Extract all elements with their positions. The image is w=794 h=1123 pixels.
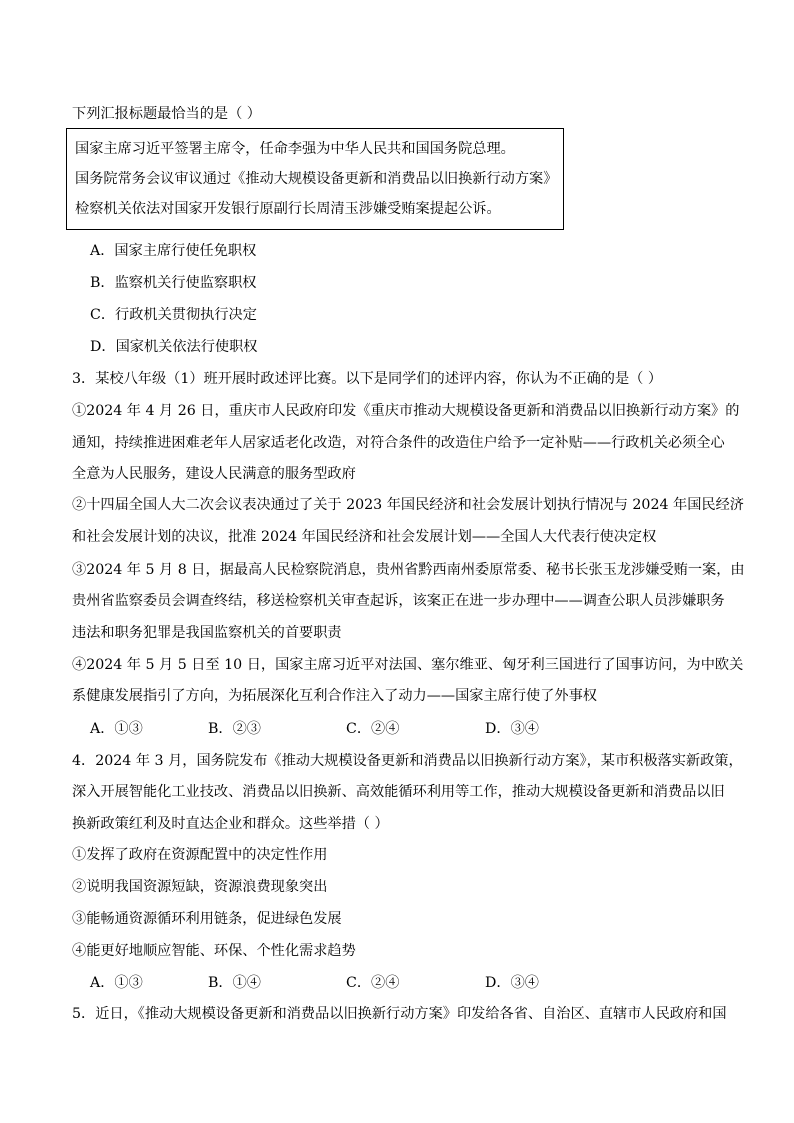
q3-choice-c: C．②④	[346, 721, 400, 737]
q3-text-line: 违法和职务犯罪是我国监察机关的首要职责	[72, 625, 342, 641]
q3-text-line: 系健康发展指引了方向，为拓展深化互利合作注入了动力——国家主席行使了外事权	[72, 688, 597, 704]
q2-option-c: C．行政机关贯彻执行决定	[90, 307, 257, 323]
q4-choice-b: B．①④	[208, 975, 261, 991]
q2-material-line-3: 检察机关依法对国家开发银行原副行长周清玉涉嫌受贿案提起公诉。	[75, 201, 501, 217]
q3-choice-a: A．①③	[90, 721, 143, 737]
q4-choice-a: A．①③	[90, 975, 143, 991]
q2-stem: 下列汇报标题最恰当的是（ ）	[72, 106, 261, 122]
q4-choice-d: D．③④	[485, 975, 539, 991]
q3-text-line: ④2024 年 5 月 5 日至 10 日，国家主席习近平对法国、塞尔维亚、匈牙利三国进行了国事访问，为中欧关	[72, 657, 744, 673]
q4-choice-c: C．②④	[346, 975, 400, 991]
q3-text-line: 全意为人民服务，建设人民满意的服务型政府	[72, 466, 356, 482]
q4-statement-4: ④能更好地顺应智能、环保、个性化需求趋势	[72, 943, 356, 959]
q2-option-d: D．国家机关依法行使职权	[90, 339, 258, 355]
q3-text-line: 通知，持续推进困难老年人居家适老化改造，对符合条件的改造住户给予一定补贴——行政机关必须全心	[72, 435, 725, 451]
q4-statement-3: ③能畅通资源循环利用链条，促进绿色发展	[72, 911, 342, 927]
q4-text-line: 换新政策红利及时直达企业和群众。这些举措（ ）	[72, 816, 389, 832]
q4-statement-2: ②说明我国资源短缺，资源浪费现象突出	[72, 879, 328, 895]
q3-text-line: ①2024 年 4 月 26 日，重庆市人民政府印发《重庆市推动大规模设备更新和消费品以旧换新行动方案》的	[72, 403, 740, 419]
q3-text-line: ③2024 年 5 月 8 日，据最高人民检察院消息，贵州省黔西南州委原常委、秘书长张玉龙涉嫌受贿一案，由	[72, 562, 745, 578]
q2-material-line-1: 国家主席习近平签署主席令，任命李强为中华人民共和国国务院总理。	[75, 141, 515, 157]
q2-material-box	[66, 128, 564, 230]
q3-text-line: 和社会发展计划的决议，批准 2024 年国民经济和社会发展计划——全国人大代表行使决定权	[72, 529, 657, 545]
q4-stem: 4．2024 年 3 月，国务院发布《推动大规模设备更新和消费品以旧换新行动方案》，某市积极落实新政策，	[72, 753, 743, 769]
q5-stem: 5．近日，《推动大规模设备更新和消费品以旧换新行动方案》印发给各省、自治区、直辖市人民政府和国	[72, 1006, 727, 1022]
q2-option-a: A．国家主席行使任免职权	[90, 243, 257, 259]
q3-choice-b: B．②③	[208, 721, 261, 737]
q3-text-line: ②十四届全国人大二次会议表决通过了关于 2023 年国民经济和社会发展计划执行情况与 2024 年国民经济	[72, 497, 744, 513]
q3-choice-d: D．③④	[485, 721, 539, 737]
q4-text-line: 深入开展智能化工业技改、消费品以旧换新、高效能循环利用等工作，推动大规模设备更新和消费品以旧	[72, 784, 725, 800]
q2-material-line-2: 国务院常务会议审议通过《推动大规模设备更新和消费品以旧换新行动方案》	[75, 171, 558, 187]
q2-option-b: B．监察机关行使监察职权	[90, 275, 257, 291]
q4-statement-1: ①发挥了政府在资源配置中的决定性作用	[72, 847, 328, 863]
q3-text-line: 贵州省监察委员会调查终结，移送检察机关审查起诉，该案正在进一步办理中——调查公职人员涉嫌职务	[72, 593, 725, 609]
q3-stem: 3．某校八年级（1）班开展时政述评比赛。以下是同学们的述评内容，你认为不正确的是（ ）	[72, 371, 663, 387]
